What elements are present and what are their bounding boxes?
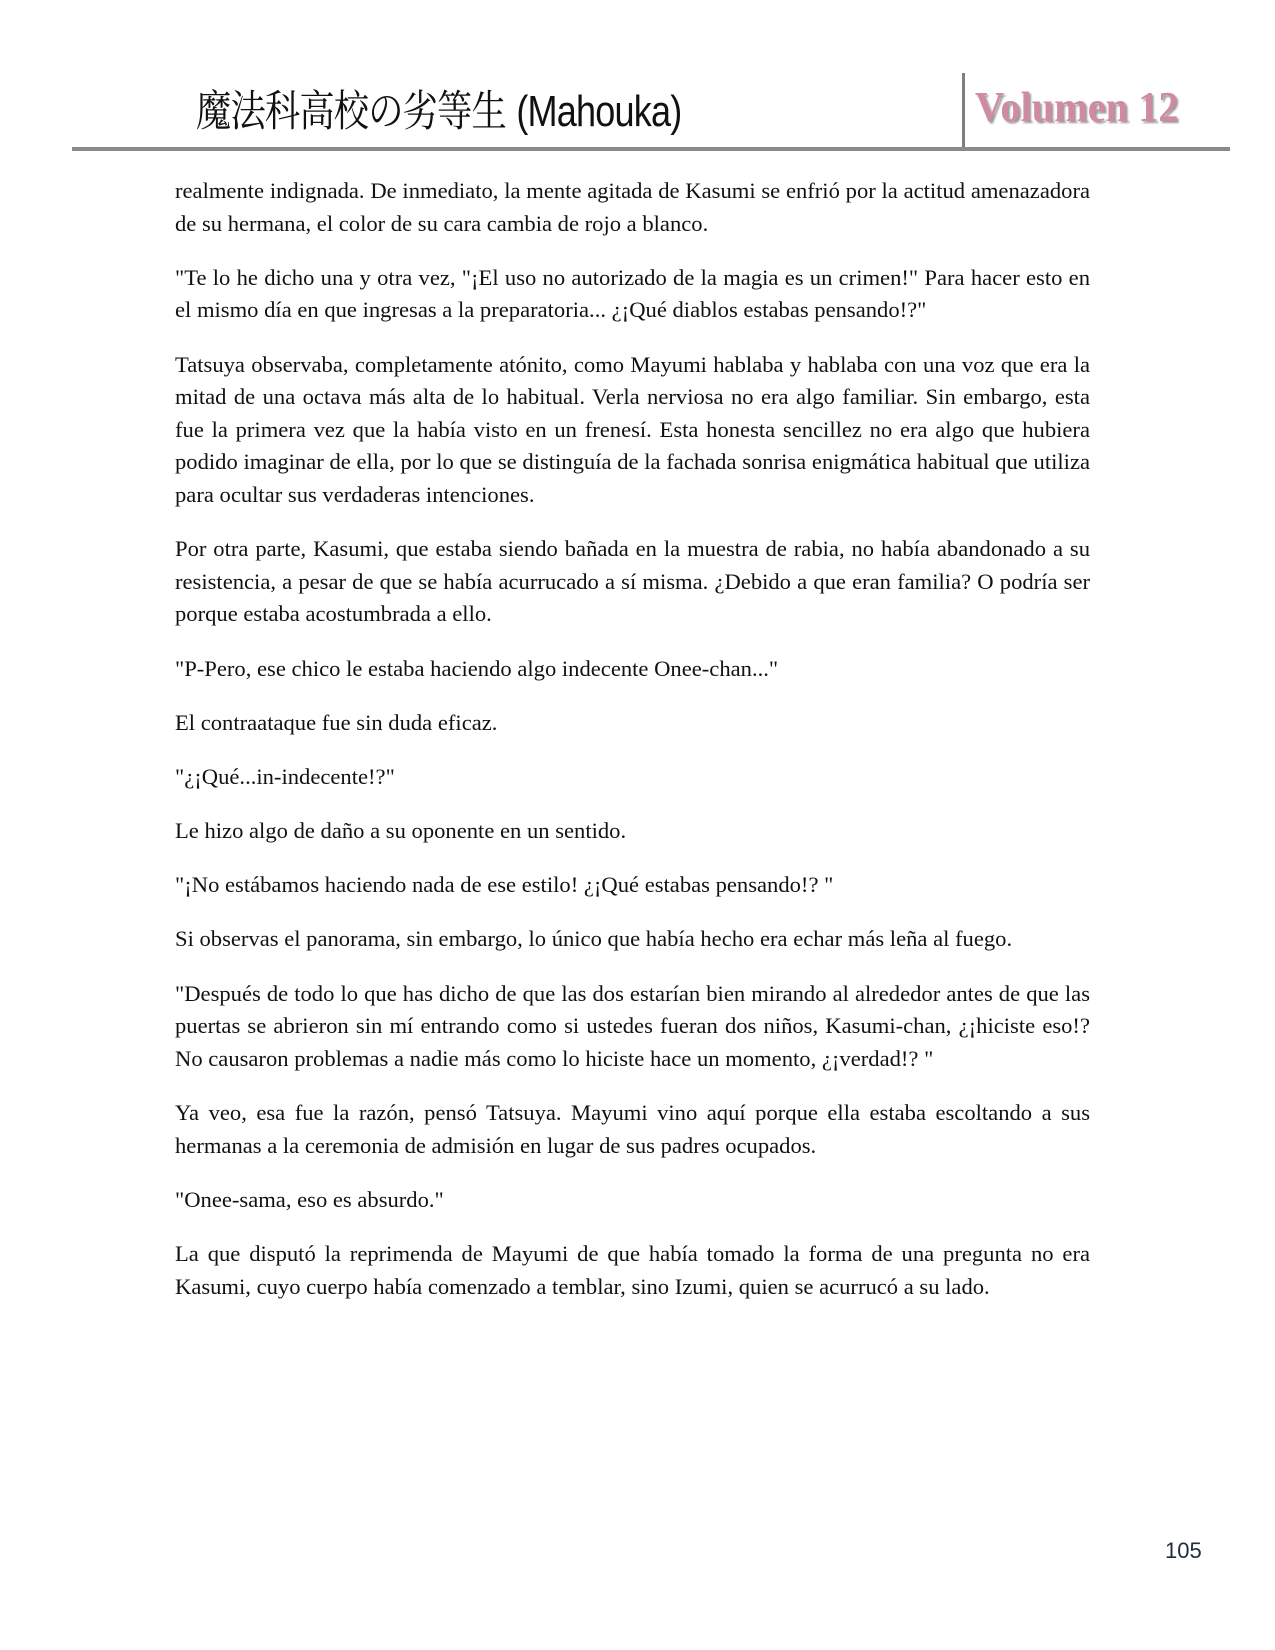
paragraph: "Te lo he dicho una y otra vez, "¡El uso no autorizado de la magia es un crimen!" Para hacer esto en el mismo día en que ingresas a la preparatoria... ¿¡Qué diablos estabas pensando!?" — [175, 264, 1090, 323]
volume-label: Volumen 12 — [975, 85, 1179, 131]
paragraph: La que disputó la reprimenda de Mayumi de que había tomado la forma de una pregunta no era Kasumi, cuyo cuerpo había comenzado a temblar, sino Izumi, quien se acurrucó a su lado. — [175, 1240, 1090, 1299]
header-divider — [962, 73, 965, 151]
paragraph: "¡No estábamos haciendo nada de ese estilo! ¿¡Qué estabas pensando!? " — [175, 872, 834, 898]
paragraph: Le hizo algo de daño a su oponente en un sentido. — [175, 818, 627, 844]
paragraph: "Onee-sama, eso es absurdo." — [175, 1186, 444, 1212]
paragraph: "P-Pero, ese chico le estaba haciendo algo indecente Onee-chan..." — [175, 655, 779, 681]
paragraph: Tatsuya observaba, completamente atónito, como Mayumi hablaba y hablaba con una voz que era la mitad de una octava más alta de lo habitual. Verla nerviosa no era algo familiar. Sin embargo, esta fue la primera vez que la había visto en un frenesí. Esta honesta sencillez no era algo que hubiera podido imaginar de ella, por lo que se distinguía de la fachada sonrisa enigmática habitual que utiliza para ocultar sus verdaderas intenciones. — [175, 351, 1090, 507]
header-rule — [72, 147, 1230, 151]
page-number: 105 — [1165, 1538, 1202, 1563]
paragraph: "¿¡Qué...in-indecente!?" — [175, 763, 395, 789]
paragraph: Ya veo, esa fue la razón, pensó Tatsuya. Mayumi vino aquí porque ella estaba escoltando a sus hermanas a la ceremonia de admisión en lugar de sus padres ocupados. — [175, 1100, 1090, 1158]
paragraph: Por otra parte, Kasumi, que estaba siendo bañada en la muestra de rabia, no había abandonado a su resistencia, a pesar de que se había acurrucado a sí misma. ¿Debido a que eran familia? O podría ser porque estaba acostumbrada a ello. — [175, 536, 1090, 627]
paragraph: realmente indignada. De inmediato, la mente agitada de Kasumi se enfrió por la actitud amenazadora de su hermana, el color de su cara cambia de rojo a blanco. — [175, 178, 1090, 236]
paragraph: Si observas el panorama, sin embargo, lo único que había hecho era echar más leña al fuego. — [175, 926, 1013, 952]
paragraph: "Después de todo lo que has dicho de que las dos estarían bien mirando al alrededor antes de que las puertas se abrieron sin mí entrando como si ustedes fueran dos niños, Kasumi-chan, ¿¡hiciste eso!? No causaron problemas a nadie más como lo hiciste hace un momento, ¿¡verdad!? " — [175, 980, 1090, 1071]
paragraph: El contraataque fue sin duda eficaz. — [175, 709, 498, 735]
book-title-japanese: 魔法科高校の劣等生 — [196, 87, 506, 137]
book-title-latin: (Mahouka) — [516, 87, 682, 136]
book-title — [196, 78, 770, 139]
body-text — [175, 175, 1090, 1325]
